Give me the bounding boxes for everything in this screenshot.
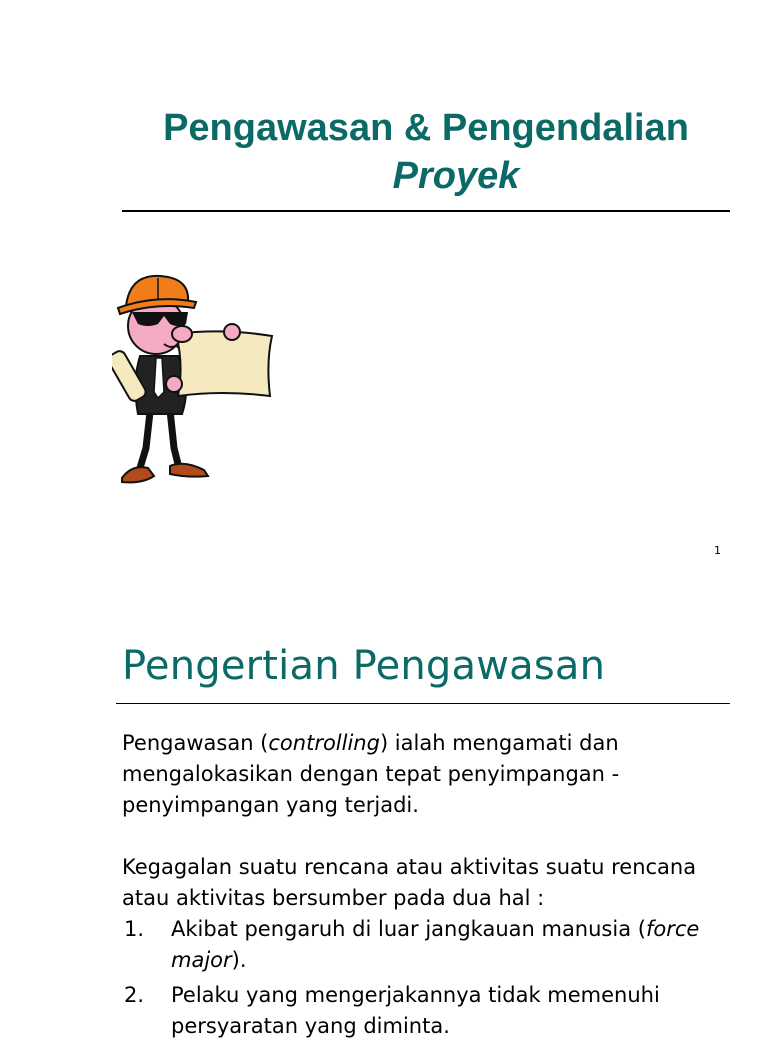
title-line-2: Proyek — [392, 155, 520, 197]
italic-term: force major — [171, 917, 700, 972]
paragraph-failure-causes: Kegagalan suatu rencana atau aktivitas suatu rencana atau aktivitas bersumber pada dua hal : — [122, 855, 697, 910]
list-number: 1. — [124, 917, 145, 941]
slide-body — [122, 728, 732, 1046]
engineer-with-blueprint-icon — [112, 272, 276, 488]
text-segment: ). — [231, 948, 247, 972]
title-divider — [116, 703, 730, 704]
title-line-1: Pengawasan & Pengendalian — [163, 107, 689, 149]
page-number: 1 — [714, 544, 721, 557]
text-segment: Akibat pengaruh di luar jangkauan manusia ( — [171, 917, 646, 941]
text-segment: Pengawasan ( — [122, 731, 269, 755]
list-item — [122, 914, 732, 976]
list-item — [122, 980, 732, 1042]
title-divider — [122, 210, 730, 212]
paragraph-definition — [122, 728, 732, 821]
list-number: 2. — [124, 983, 145, 1007]
slide-2 — [0, 576, 768, 1038]
text-segment: ) ialah mengamati dan mengalokasikan dengan tepat penyimpangan - penyimpangan yang terjadi. — [122, 731, 620, 817]
slide-title — [122, 104, 730, 200]
numbered-list — [122, 914, 732, 1042]
italic-term: controlling — [268, 731, 380, 755]
slide-title: Pengertian Pengawasan — [122, 643, 606, 689]
text-segment: Pelaku yang mengerjakannya tidak memenuhi persyaratan yang diminta. — [171, 983, 660, 1038]
